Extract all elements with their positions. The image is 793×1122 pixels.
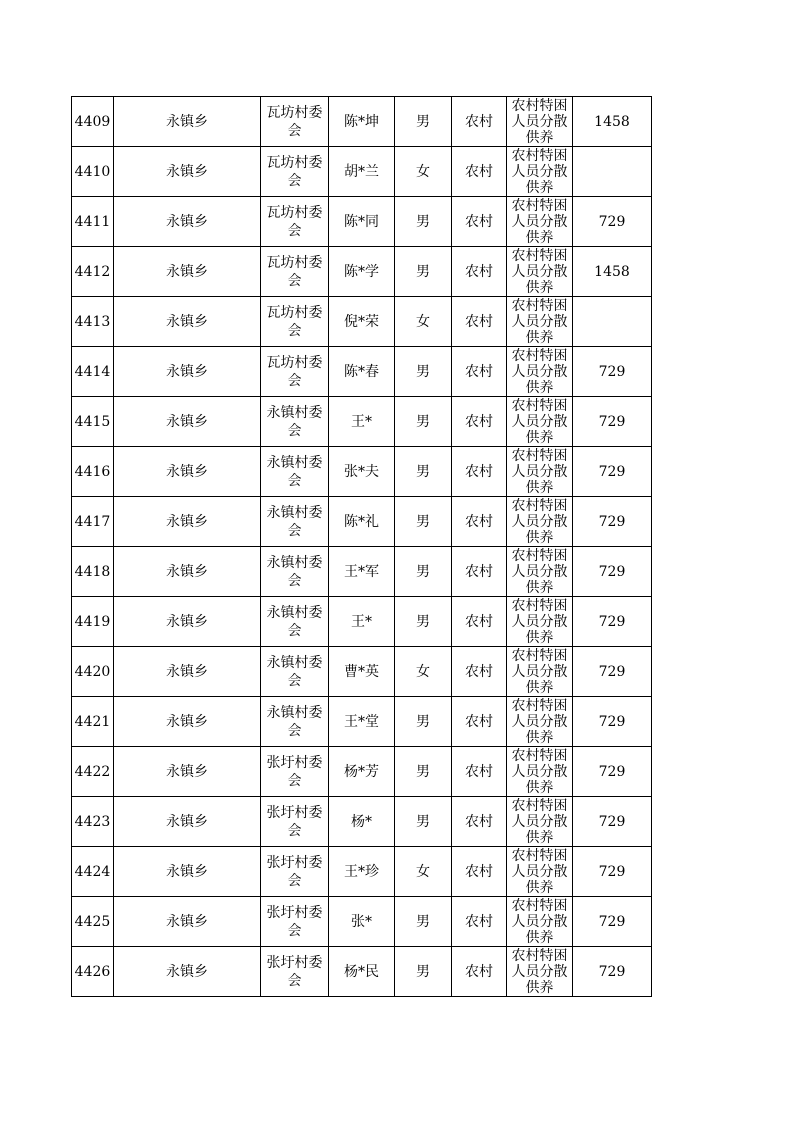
gender-cell: 男 [395, 347, 452, 397]
village-committee-cell: 瓦坊村委会 [261, 197, 329, 247]
assistance-category-cell [507, 697, 573, 747]
assistance-category-text: 农村特困人员分散供养 [511, 498, 568, 544]
record-number-cell: 4425 [72, 897, 114, 947]
village-committee-cell: 永镇村委会 [261, 397, 329, 447]
assistance-category-text: 农村特困人员分散供养 [511, 98, 568, 144]
person-name-cell: 王*珍 [329, 847, 395, 897]
assistance-category-text: 农村特困人员分散供养 [511, 298, 568, 344]
township-cell: 永镇乡 [114, 747, 261, 797]
township-cell: 永镇乡 [114, 247, 261, 297]
amount-cell: 729 [573, 397, 652, 447]
village-committee-cell: 永镇村委会 [261, 547, 329, 597]
amount-cell: 729 [573, 897, 652, 947]
township-cell: 永镇乡 [114, 897, 261, 947]
person-name-cell: 杨* [329, 797, 395, 847]
township-cell: 永镇乡 [114, 347, 261, 397]
person-name-cell: 王*军 [329, 547, 395, 597]
village-committee-cell: 张圩村委会 [261, 897, 329, 947]
table-row [72, 97, 652, 147]
person-name-cell: 张*夫 [329, 447, 395, 497]
gender-cell: 男 [395, 797, 452, 847]
assistance-category-text: 农村特困人员分散供养 [511, 198, 568, 244]
table-row [72, 347, 652, 397]
village-committee-cell: 张圩村委会 [261, 747, 329, 797]
record-number-cell: 4419 [72, 597, 114, 647]
record-number-cell: 4422 [72, 747, 114, 797]
gender-cell: 男 [395, 247, 452, 297]
table-row [72, 547, 652, 597]
assistance-category-text: 农村特困人员分散供养 [511, 148, 568, 194]
assistance-category-cell [507, 797, 573, 847]
person-name-cell: 陈*春 [329, 347, 395, 397]
amount-cell: 729 [573, 697, 652, 747]
village-committee-cell: 永镇村委会 [261, 497, 329, 547]
table-row [72, 397, 652, 447]
assistance-category-cell [507, 397, 573, 447]
assistance-category-text: 农村特困人员分散供养 [511, 698, 568, 744]
area-type-cell: 农村 [452, 747, 507, 797]
amount-cell: 729 [573, 497, 652, 547]
record-number-cell: 4420 [72, 647, 114, 697]
record-number-cell: 4411 [72, 197, 114, 247]
person-name-cell: 张* [329, 897, 395, 947]
assistance-category-text: 农村特困人员分散供养 [511, 748, 568, 794]
amount-cell: 729 [573, 547, 652, 597]
township-cell: 永镇乡 [114, 397, 261, 447]
gender-cell: 女 [395, 297, 452, 347]
village-committee-cell: 瓦坊村委会 [261, 97, 329, 147]
table-row [72, 847, 652, 897]
gender-cell: 男 [395, 897, 452, 947]
assistance-category-cell [507, 247, 573, 297]
table-row [72, 247, 652, 297]
table-row [72, 447, 652, 497]
gender-cell: 男 [395, 547, 452, 597]
person-name-cell: 陈*坤 [329, 97, 395, 147]
record-number-cell: 4415 [72, 397, 114, 447]
amount-cell: 729 [573, 197, 652, 247]
township-cell: 永镇乡 [114, 947, 261, 997]
person-name-cell: 倪*荣 [329, 297, 395, 347]
assistance-category-text: 农村特困人员分散供养 [511, 398, 568, 444]
amount-cell: 1458 [573, 97, 652, 147]
person-name-cell: 王*堂 [329, 697, 395, 747]
record-number-cell: 4418 [72, 547, 114, 597]
records-table [71, 96, 652, 997]
village-committee-cell: 瓦坊村委会 [261, 347, 329, 397]
amount-cell: 729 [573, 647, 652, 697]
village-committee-cell: 瓦坊村委会 [261, 147, 329, 197]
gender-cell: 男 [395, 447, 452, 497]
assistance-category-cell [507, 297, 573, 347]
village-committee-cell: 瓦坊村委会 [261, 247, 329, 297]
assistance-category-text: 农村特困人员分散供养 [511, 898, 568, 944]
record-number-cell: 4421 [72, 697, 114, 747]
person-name-cell: 胡*兰 [329, 147, 395, 197]
assistance-category-cell [507, 347, 573, 397]
person-name-cell: 王* [329, 597, 395, 647]
gender-cell: 男 [395, 747, 452, 797]
gender-cell: 男 [395, 197, 452, 247]
assistance-category-text: 农村特困人员分散供养 [511, 598, 568, 644]
amount-cell [573, 297, 652, 347]
village-committee-cell: 永镇村委会 [261, 647, 329, 697]
assistance-category-text: 农村特困人员分散供养 [511, 248, 568, 294]
record-number-cell: 4423 [72, 797, 114, 847]
assistance-category-cell [507, 497, 573, 547]
area-type-cell: 农村 [452, 97, 507, 147]
assistance-category-text: 农村特困人员分散供养 [511, 848, 568, 894]
area-type-cell: 农村 [452, 247, 507, 297]
village-committee-cell: 永镇村委会 [261, 447, 329, 497]
area-type-cell: 农村 [452, 847, 507, 897]
amount-cell: 729 [573, 847, 652, 897]
assistance-category-text: 农村特困人员分散供养 [511, 798, 568, 844]
record-number-cell: 4414 [72, 347, 114, 397]
village-committee-cell: 张圩村委会 [261, 947, 329, 997]
area-type-cell: 农村 [452, 797, 507, 847]
assistance-category-cell [507, 747, 573, 797]
area-type-cell: 农村 [452, 947, 507, 997]
table-row [72, 497, 652, 547]
area-type-cell: 农村 [452, 347, 507, 397]
township-cell: 永镇乡 [114, 697, 261, 747]
area-type-cell: 农村 [452, 597, 507, 647]
assistance-category-cell [507, 147, 573, 197]
assistance-category-cell [507, 447, 573, 497]
amount-cell [573, 147, 652, 197]
record-number-cell: 4424 [72, 847, 114, 897]
person-name-cell: 陈*学 [329, 247, 395, 297]
assistance-category-cell [507, 647, 573, 697]
gender-cell: 女 [395, 647, 452, 697]
amount-cell: 729 [573, 347, 652, 397]
area-type-cell: 农村 [452, 397, 507, 447]
township-cell: 永镇乡 [114, 597, 261, 647]
area-type-cell: 农村 [452, 547, 507, 597]
village-committee-cell: 张圩村委会 [261, 847, 329, 897]
table-row [72, 747, 652, 797]
amount-cell: 729 [573, 947, 652, 997]
person-name-cell: 王* [329, 397, 395, 447]
township-cell: 永镇乡 [114, 797, 261, 847]
assistance-category-text: 农村特困人员分散供养 [511, 348, 568, 394]
area-type-cell: 农村 [452, 447, 507, 497]
village-committee-cell: 永镇村委会 [261, 697, 329, 747]
assistance-category-cell [507, 197, 573, 247]
gender-cell: 男 [395, 397, 452, 447]
township-cell: 永镇乡 [114, 647, 261, 697]
gender-cell: 男 [395, 597, 452, 647]
assistance-category-text: 农村特困人员分散供养 [511, 548, 568, 594]
table-row [72, 697, 652, 747]
village-committee-cell: 瓦坊村委会 [261, 297, 329, 347]
area-type-cell: 农村 [452, 697, 507, 747]
assistance-category-cell [507, 597, 573, 647]
record-number-cell: 4426 [72, 947, 114, 997]
assistance-category-cell [507, 897, 573, 947]
gender-cell: 男 [395, 497, 452, 547]
gender-cell: 女 [395, 147, 452, 197]
record-number-cell: 4417 [72, 497, 114, 547]
assistance-category-cell [507, 847, 573, 897]
township-cell: 永镇乡 [114, 847, 261, 897]
table-row [72, 147, 652, 197]
record-number-cell: 4412 [72, 247, 114, 297]
area-type-cell: 农村 [452, 497, 507, 547]
gender-cell: 男 [395, 697, 452, 747]
assistance-category-text: 农村特困人员分散供养 [511, 448, 568, 494]
village-committee-cell: 张圩村委会 [261, 797, 329, 847]
assistance-category-text: 农村特困人员分散供养 [511, 948, 568, 994]
village-committee-cell: 永镇村委会 [261, 597, 329, 647]
person-name-cell: 曹*英 [329, 647, 395, 697]
person-name-cell: 杨*芳 [329, 747, 395, 797]
amount-cell: 729 [573, 597, 652, 647]
amount-cell: 729 [573, 797, 652, 847]
assistance-category-cell [507, 547, 573, 597]
gender-cell: 男 [395, 947, 452, 997]
person-name-cell: 陈*同 [329, 197, 395, 247]
records-body [72, 97, 652, 997]
record-number-cell: 4410 [72, 147, 114, 197]
assistance-category-cell [507, 97, 573, 147]
record-number-cell: 4409 [72, 97, 114, 147]
person-name-cell: 陈*礼 [329, 497, 395, 547]
table-row [72, 297, 652, 347]
area-type-cell: 农村 [452, 897, 507, 947]
table-row [72, 947, 652, 997]
table-row [72, 897, 652, 947]
record-number-cell: 4416 [72, 447, 114, 497]
township-cell: 永镇乡 [114, 297, 261, 347]
township-cell: 永镇乡 [114, 97, 261, 147]
assistance-category-cell [507, 947, 573, 997]
township-cell: 永镇乡 [114, 497, 261, 547]
gender-cell: 女 [395, 847, 452, 897]
area-type-cell: 农村 [452, 297, 507, 347]
township-cell: 永镇乡 [114, 197, 261, 247]
amount-cell: 1458 [573, 247, 652, 297]
table-row [72, 597, 652, 647]
township-cell: 永镇乡 [114, 547, 261, 597]
amount-cell: 729 [573, 447, 652, 497]
township-cell: 永镇乡 [114, 147, 261, 197]
amount-cell: 729 [573, 747, 652, 797]
assistance-category-text: 农村特困人员分散供养 [511, 648, 568, 694]
area-type-cell: 农村 [452, 147, 507, 197]
township-cell: 永镇乡 [114, 447, 261, 497]
table-row [72, 197, 652, 247]
area-type-cell: 农村 [452, 647, 507, 697]
area-type-cell: 农村 [452, 197, 507, 247]
gender-cell: 男 [395, 97, 452, 147]
record-number-cell: 4413 [72, 297, 114, 347]
table-row [72, 797, 652, 847]
person-name-cell: 杨*民 [329, 947, 395, 997]
table-row [72, 647, 652, 697]
